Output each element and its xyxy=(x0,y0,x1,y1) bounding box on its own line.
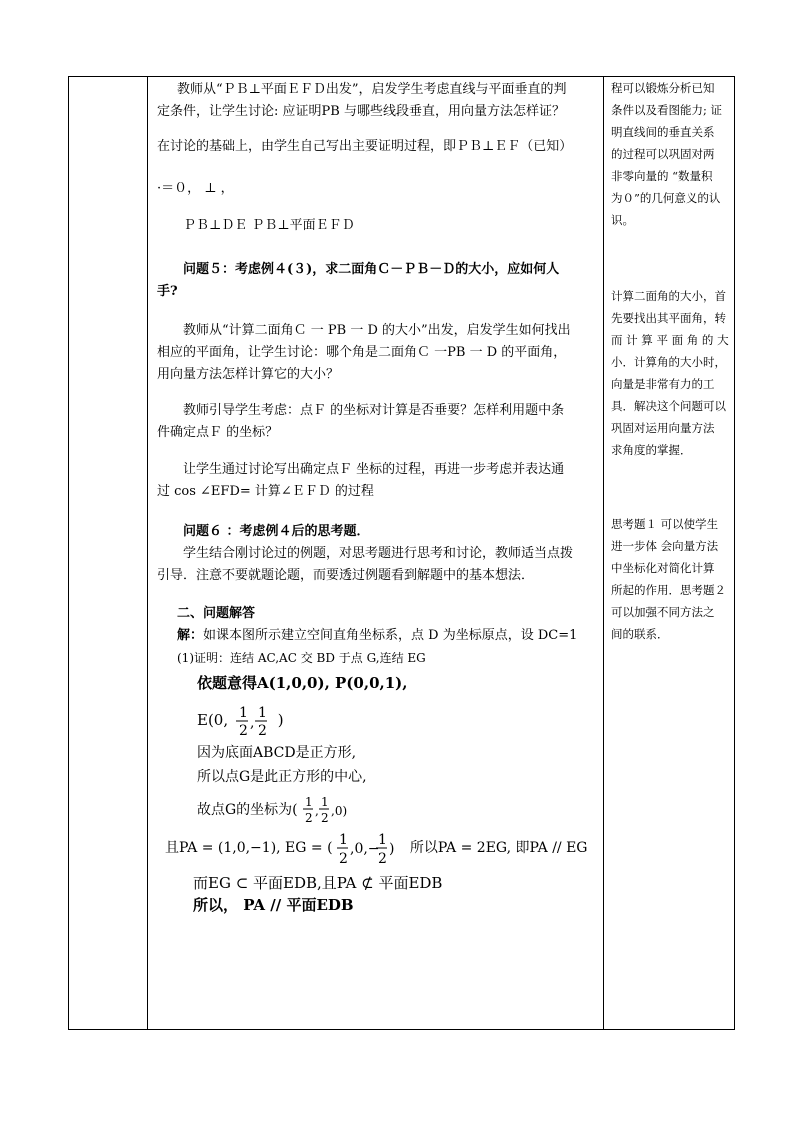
svg-text:): ) xyxy=(389,841,395,857)
question-5-heading: 问题５：考虑例４(３)，求二面角Ｃ－ＰＢ－Ｄ的大小，应如何人 xyxy=(183,262,560,277)
svg-text:1: 1 xyxy=(257,705,267,721)
note-line: 先要找出其平面角，转 xyxy=(611,311,726,325)
paragraph-line: 相应的平面角，让学生讨论：哪个角是二面角Ｃ 一PB 一 D 的平面角， xyxy=(157,345,567,360)
main-content-column xyxy=(153,77,603,1027)
paragraph-line: 定条件，让学生讨论: 应证明PB 与哪些线段垂直，用向量方法怎样证？ xyxy=(157,104,565,119)
question-6-heading: 问题６ ：考虑例４后的思考题． xyxy=(183,524,370,539)
paragraph-line: 让学生通过讨论写出确定点Ｆ 坐标的过程，再进一步考虑并表达通 xyxy=(183,462,565,477)
vector-PA-EG: 且PA = (1,0,−1), EG = ( xyxy=(165,840,333,856)
note-line: 思考题１ 可以使学生 xyxy=(611,517,719,531)
note-line: 程可以锻炼分析已知 xyxy=(611,81,715,95)
coordinates-line: 依题意得A(1,0,0), P(0,0,1), xyxy=(197,674,408,692)
svg-text:1: 1 xyxy=(378,832,388,848)
note-line: 计算二面角的大小，首 xyxy=(611,289,726,303)
note-line: 巩固对运用向量方法 xyxy=(611,421,715,435)
svg-text:,0,−: ,0,− xyxy=(350,841,380,857)
math-line: 因为底面ABCD是正方形, xyxy=(197,745,357,761)
paragraph-line: 用向量方法怎样计算它的大小？ xyxy=(157,367,340,382)
note-line: 的过程可以巩固对两 xyxy=(611,147,715,161)
svg-text:1: 1 xyxy=(339,832,348,848)
paragraph-line: 引导．注意不要就题论题，而要透过例题看到解题中的基本想法． xyxy=(157,568,535,583)
svg-text:1: 1 xyxy=(321,795,329,809)
solution-text: 如课本图所示建立空间直角坐标系，点 D 为坐标原点，设 DC=1 xyxy=(203,628,578,643)
note-line: 间的联系． xyxy=(611,627,669,641)
svg-text:,: , xyxy=(315,804,319,818)
vector-fraction xyxy=(337,829,380,867)
svg-text:2: 2 xyxy=(321,811,329,825)
svg-text:1: 1 xyxy=(305,795,313,809)
formula-line: ＰＢ⊥ＤＥ ＰＢ⊥平面ＥＦＤ xyxy=(183,218,355,233)
center-G-line xyxy=(197,793,346,827)
note-line: 非零向量的 “数量积 xyxy=(611,169,713,183)
svg-text:1: 1 xyxy=(238,705,248,721)
note-line: 具．解决这个问题可以 xyxy=(611,399,726,413)
paragraph-line: 学生结合刚讨论过的例题，对思考题进行思考和讨论，教师适当点拨 xyxy=(183,546,574,561)
conclusion-line: 所以， PA // 平面EDB xyxy=(193,896,354,914)
note-line: 中坐标化对简化计算 xyxy=(611,561,715,575)
svg-text:,0): ,0) xyxy=(331,804,348,818)
svg-text:2: 2 xyxy=(378,851,388,867)
lesson-table xyxy=(68,76,735,1030)
vector-fraction xyxy=(375,829,397,867)
column-divider-right xyxy=(603,77,604,1029)
note-line: 为０”的几何意义的认 xyxy=(611,191,721,205)
note-line: 条件以及看图能力; 证 xyxy=(611,103,723,117)
column-divider-left xyxy=(147,77,148,1029)
svg-text:2: 2 xyxy=(305,811,313,825)
solution-label: 解： xyxy=(177,628,204,643)
svg-text:2: 2 xyxy=(238,723,248,739)
paragraph-line: 在讨论的基础上，由学生自己写出主要证明过程，即ＰＢ⊥ＥＦ（已知） xyxy=(157,139,573,154)
svg-text:2: 2 xyxy=(339,851,348,867)
proof-line: (1)证明：连结 AC,AC 交 BD 于点 G,连结 EG xyxy=(177,651,426,665)
note-line: 所起的作用．思考题２ xyxy=(611,583,726,597)
paragraph-line: 教师从“ＰＢ⊥平面ＥＦＤ出发”，启发学生考虑直线与平面垂直的判 xyxy=(177,82,567,97)
note-line: 可以加强不同方法之 xyxy=(611,605,715,619)
formula-line: ·＝０， ⊥ ， xyxy=(157,181,234,196)
note-line: 求角度的掌握． xyxy=(611,443,692,457)
section-heading: 二、问题解答 xyxy=(177,606,256,621)
note-line: 识。 xyxy=(611,213,634,227)
note-line: 明直线间的垂直关系 xyxy=(611,125,715,139)
note-line: 进一步体 会向量方法 xyxy=(611,539,719,553)
question-5-heading-cont: 手? xyxy=(157,284,178,299)
note-line: 小．计算角的大小时， xyxy=(611,355,726,369)
math-line: 而EG ⊂ 平面EDB,且PA ⊄ 平面EDB xyxy=(193,874,443,892)
vector-line xyxy=(165,829,588,867)
note-line: 而 计 算 平 面 角 的 大 xyxy=(611,333,729,347)
center-G-label: 故点G的坐标为( xyxy=(197,802,298,818)
paragraph-line: 教师引导学生考虑：点Ｆ 的坐标对计算是否垂要？怎样利用题中条 xyxy=(183,403,565,418)
math-line: 所以点G是此正方形的中心, xyxy=(197,769,367,785)
fraction-pair xyxy=(233,703,273,739)
solution-line xyxy=(177,625,577,647)
note-line: 向量是非常有力的工 xyxy=(611,377,715,391)
paragraph-line: 件确定点Ｆ 的坐标？ xyxy=(157,425,279,440)
point-E-label: E(0, xyxy=(197,711,229,729)
parallel-statement: 所以PA = 2EG, 即PA // EG xyxy=(409,840,588,856)
notes-column xyxy=(607,77,729,1027)
paragraph-line: 过 cos ∠EFD= 计算∠ＥＦＤ 的过程 xyxy=(157,484,374,499)
svg-text:2: 2 xyxy=(257,723,267,739)
fraction-pair xyxy=(302,793,346,827)
point-E-line: E(0, 1 2 , 1 2 ) xyxy=(197,705,284,739)
paragraph-line: 教师从“计算二面角Ｃ 一 PB 一 D 的大小”出发，启发学生如何找出 xyxy=(183,323,571,338)
svg-text:,: , xyxy=(249,715,255,731)
